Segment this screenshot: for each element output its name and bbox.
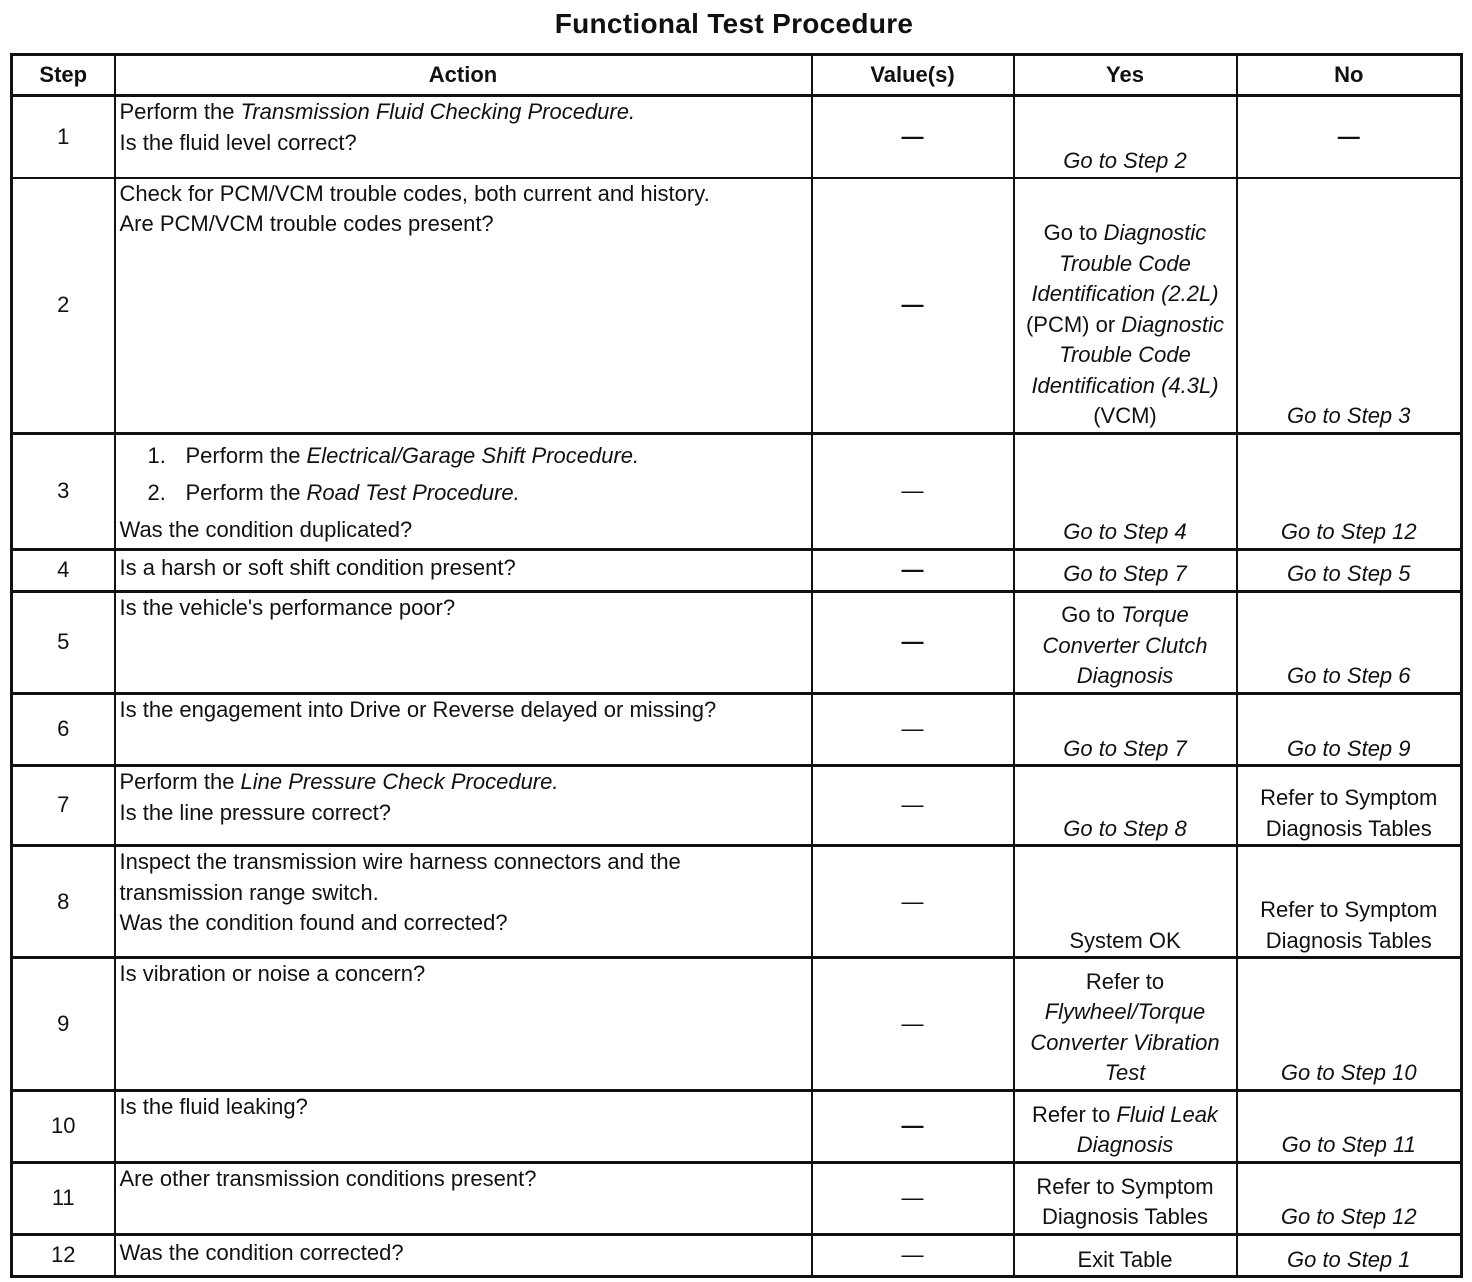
yes-cell: Go to Torque Converter Clutch Diagnosis xyxy=(1014,591,1237,693)
table-row xyxy=(12,1234,1462,1276)
procedure-reference: Torque Converter Clutch Diagnosis xyxy=(1042,602,1208,689)
no-cell: — xyxy=(1237,96,1462,178)
step-number: 3 xyxy=(12,433,115,549)
action-cell xyxy=(115,846,812,958)
step-number: 4 xyxy=(12,549,115,591)
no-cell: Go to Step 6 xyxy=(1237,591,1462,693)
table-row xyxy=(12,693,1462,765)
action-text: Perform the xyxy=(119,99,241,124)
table-row xyxy=(12,766,1462,846)
table-header-row xyxy=(12,55,1462,96)
yes-cell: Go to Step 8 xyxy=(1014,766,1237,846)
step-number: 5 xyxy=(12,591,115,693)
action-text: Check for PCM/VCM trouble codes, both current and history. xyxy=(119,180,710,206)
value-cell: — xyxy=(812,693,1014,765)
no-cell: Go to Step 11 xyxy=(1237,1090,1462,1162)
column-header-step: Step xyxy=(12,55,115,96)
table-row xyxy=(12,96,1462,178)
value-cell: — xyxy=(812,1090,1014,1162)
step-number: 11 xyxy=(12,1162,115,1234)
value-cell: — xyxy=(812,591,1014,693)
action-question: Is vibration or noise a concern? xyxy=(119,961,426,987)
step-number: 9 xyxy=(12,958,115,1090)
value-cell: — xyxy=(812,96,1014,178)
no-cell: Refer to Symptom Diagnosis Tables xyxy=(1237,846,1462,958)
column-header-no: No xyxy=(1237,55,1462,96)
yes-cell: Exit Table xyxy=(1014,1234,1237,1276)
yes-cell: Go to Step 2 xyxy=(1014,96,1237,178)
action-cell xyxy=(115,549,812,591)
action-text: Perform the xyxy=(119,769,241,795)
table-row xyxy=(12,178,1462,433)
action-cell xyxy=(115,1162,812,1234)
procedure-reference: Transmission Fluid Checking Procedure. xyxy=(240,99,636,124)
action-cell xyxy=(115,693,812,765)
action-cell xyxy=(115,958,812,1090)
action-cell xyxy=(115,1234,812,1276)
no-cell: Go to Step 5 xyxy=(1237,549,1462,591)
procedure-reference: Diagnostic Trouble Code Identification (2.2L) xyxy=(1031,220,1219,307)
step-number: 6 xyxy=(12,693,115,765)
procedure-reference: Flywheel/Torque Converter Vibration Test xyxy=(1030,999,1220,1086)
no-cell: Go to Step 1 xyxy=(1237,1234,1462,1276)
action-question: Is the engagement into Drive or Reverse delayed or missing? xyxy=(119,696,717,722)
action-question: Is the line pressure correct? xyxy=(119,799,391,825)
action-question: Is a harsh or soft shift condition present? xyxy=(119,554,516,580)
action-cell xyxy=(115,96,812,178)
step-number: 1 xyxy=(12,96,115,178)
yes-cell: Go to Diagnostic Trouble Code Identification (2.2L) (PCM) or Diagnostic Trouble Code Identification (4.3L) (VCM) xyxy=(1014,178,1237,433)
value-cell: — xyxy=(812,1162,1014,1234)
yes-cell: Go to Step 7 xyxy=(1014,549,1237,591)
yes-cell: Go to Step 4 xyxy=(1014,433,1237,549)
numbered-step: 1. Perform the Electrical/Garage Shift Procedure. xyxy=(147,442,640,468)
no-cell: Go to Step 12 xyxy=(1237,433,1462,549)
action-question: Was the condition found and corrected? xyxy=(119,910,508,936)
column-header-yes: Yes xyxy=(1014,55,1237,96)
action-question: Are PCM/VCM trouble codes present? xyxy=(119,211,494,237)
action-text: Inspect the transmission wire harness connectors and the transmission range switch. xyxy=(119,849,681,905)
yes-cell: System OK xyxy=(1014,846,1237,958)
value-cell: — xyxy=(812,433,1014,549)
no-cell: Go to Step 12 xyxy=(1237,1162,1462,1234)
no-cell: Go to Step 9 xyxy=(1237,693,1462,765)
no-cell: Go to Step 10 xyxy=(1237,958,1462,1090)
value-cell: — xyxy=(812,178,1014,433)
value-cell: — xyxy=(812,958,1014,1090)
action-cell xyxy=(115,433,812,549)
yes-cell: Refer to Symptom Diagnosis Tables xyxy=(1014,1162,1237,1234)
procedure-reference: Line Pressure Check Procedure. xyxy=(240,769,559,795)
action-cell xyxy=(115,1090,812,1162)
procedure-reference: Fluid Leak Diagnosis xyxy=(1076,1101,1218,1158)
action-cell xyxy=(115,178,812,433)
table-row xyxy=(12,1162,1462,1234)
yes-cell: Go to Step 7 xyxy=(1014,693,1237,765)
value-cell: — xyxy=(812,549,1014,591)
action-question: Are other transmission conditions present? xyxy=(119,1165,537,1191)
action-question: Is the fluid leaking? xyxy=(119,1093,308,1119)
step-number: 12 xyxy=(12,1234,115,1276)
procedure-reference: Diagnostic Trouble Code Identification (4.3L) xyxy=(1031,311,1225,398)
value-cell: — xyxy=(812,766,1014,846)
no-cell: Go to Step 3 xyxy=(1237,178,1462,433)
step-number: 7 xyxy=(12,766,115,846)
yes-cell: Refer to Fluid Leak Diagnosis xyxy=(1014,1090,1237,1162)
numbered-step: 2. Perform the Road Test Procedure. xyxy=(147,479,520,505)
no-cell: Refer to Symptom Diagnosis Tables xyxy=(1237,766,1462,846)
action-cell xyxy=(115,766,812,846)
column-header-action: Action xyxy=(115,55,812,96)
action-question: Is the fluid level correct? xyxy=(119,129,357,155)
procedure-reference: Electrical/Garage Shift Procedure. xyxy=(306,442,640,468)
table-row xyxy=(12,958,1462,1090)
procedure-table xyxy=(10,53,1463,1278)
column-header-value: Value(s) xyxy=(812,55,1014,96)
step-number: 2 xyxy=(12,178,115,433)
action-cell xyxy=(115,591,812,693)
value-cell: — xyxy=(812,1234,1014,1276)
table-row xyxy=(12,846,1462,958)
action-question: Was the condition duplicated? xyxy=(119,516,413,542)
procedure-reference: Road Test Procedure. xyxy=(306,479,520,505)
yes-cell: Refer to Flywheel/Torque Converter Vibration Test xyxy=(1014,958,1237,1090)
table-row xyxy=(12,549,1462,591)
step-number: 8 xyxy=(12,846,115,958)
table-row xyxy=(12,1090,1462,1162)
value-cell: — xyxy=(812,846,1014,958)
action-question: Was the condition corrected? xyxy=(119,1239,404,1265)
step-number: 10 xyxy=(12,1090,115,1162)
page-title: Functional Test Procedure xyxy=(554,8,914,39)
table-row xyxy=(12,591,1462,693)
table-row xyxy=(12,433,1462,549)
action-question: Is the vehicle's performance poor? xyxy=(119,594,456,620)
